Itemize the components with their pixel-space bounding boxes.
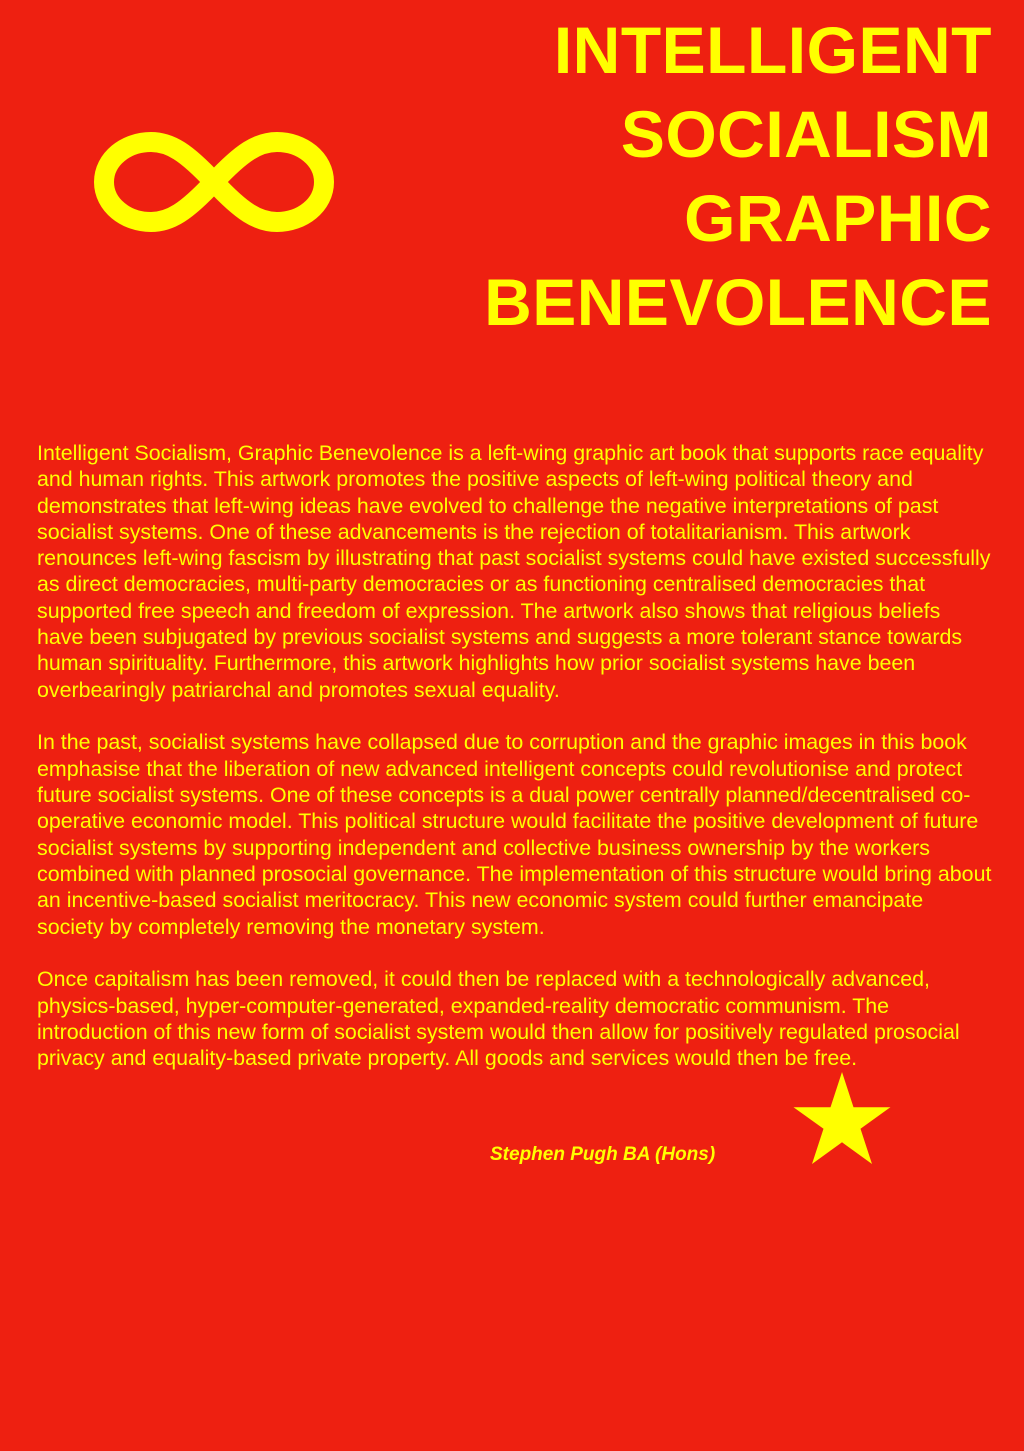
body-text <box>37 440 992 1098</box>
paragraph-3: Once capitalism has been removed, it could then be replaced with a technologically advanced, physics-based, hyper-computer-generated, expanded-reality democratic communism. The introduction of this new form of socialist system would then allow for positively regulated prosocial privacy and equality-based private property. All goods and services would then be free. <box>37 967 960 1071</box>
paragraph-1: Intelligent Socialism, Graphic Benevolence is a left-wing graphic art book that supports race equality and human rights. This artwork promotes the positive aspects of left-wing political theory and demonstrates that left-wing ideas have evolved to challenge the negative interpretations of past socialist systems. One of these advancements is the rejection of totalitarianism. This artwork renounces left-wing fascism by illustrating that past socialist systems could have existed successfully as direct democracies, multi-party democracies or as functioning centralised democracies that supported free speech and freedom of expression. The artwork also shows that religious beliefs have been subjugated by previous socialist systems and suggests a more tolerant stance towards human spirituality. Furthermore, this artwork highlights how prior socialist systems have been overbearingly patriarchal and promotes sexual equality. <box>37 441 991 702</box>
infinity-icon <box>88 128 340 236</box>
paragraph-2: In the past, socialist systems have collapsed due to corruption and the graphic images in this book emphasise that the liberation of new advanced intelligent concepts could revolutionise and protect future socialist systems. One of these concepts is a dual power centrally planned/decentralised co-operative economic model. This political structure would facilitate the positive development of future socialist systems by supporting independent and collective business ownership by the workers combined with planned prosocial governance. The implementation of this structure would bring about an incentive-based socialist meritocracy. This new economic system could further emancipate society by completely removing the monetary system. <box>37 730 992 939</box>
page-title <box>352 8 992 344</box>
title-line-1: INTELLIGENT <box>553 13 992 87</box>
title-line-4: BENEVOLENCE <box>484 265 992 339</box>
title-line-2: SOCIALISM <box>620 97 992 171</box>
author-signature: Stephen Pugh BA (Hons) <box>490 1144 716 1165</box>
star-icon <box>790 1070 894 1174</box>
title-line-3: GRAPHIC <box>684 181 992 255</box>
